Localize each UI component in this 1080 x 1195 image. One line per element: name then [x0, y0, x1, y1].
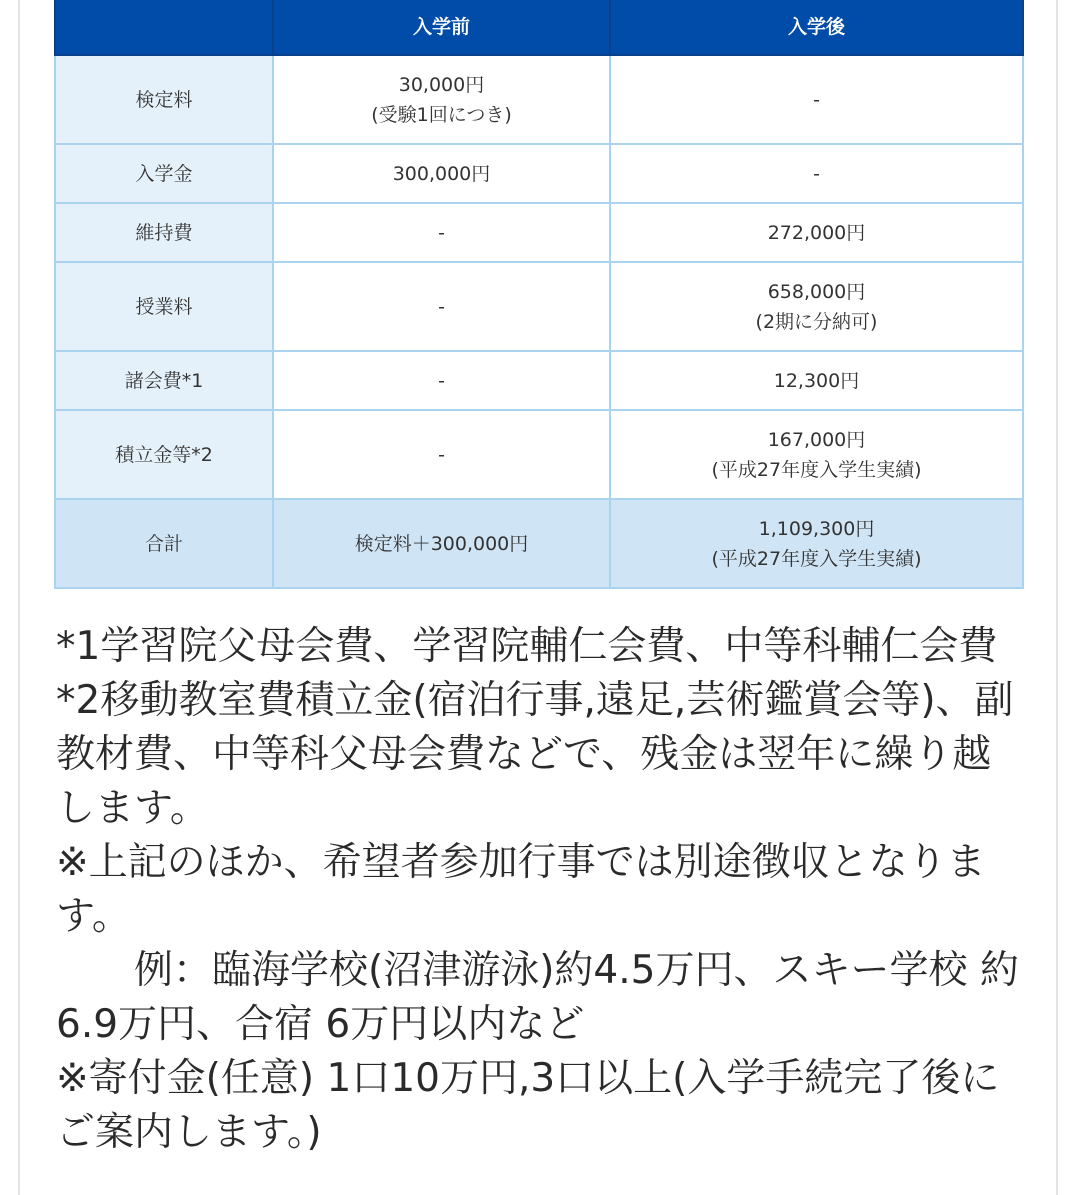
table-row-maintenance-fee	[55, 203, 1023, 262]
fee-notes	[56, 620, 1026, 1160]
table-row-exam-fee	[55, 55, 1023, 144]
value-note: (受験1回につき)	[371, 103, 512, 126]
fee-table-header-row	[55, 0, 1023, 55]
value-line: 検定料＋300,000円	[354, 532, 529, 555]
row-label: 積立金等*2	[55, 410, 273, 499]
note-2: *2移動教室費積立金(宿泊行事,遠足,芸術鑑賞会等)、副教材費、中等科父母会費などで、残金は翌年に繰り越します。	[56, 678, 1014, 831]
row-label: 授業料	[55, 262, 273, 351]
table-row-misc-fees	[55, 351, 1023, 410]
table-row-reserve-fund	[55, 410, 1023, 499]
table-row-total	[55, 499, 1023, 588]
after-value	[610, 203, 1023, 262]
value-line: -	[438, 369, 445, 392]
before-value	[273, 351, 610, 410]
row-label: 維持費	[55, 203, 273, 262]
after-value	[610, 499, 1023, 588]
after-value	[610, 262, 1023, 351]
value-note: (平成27年度入学生実績)	[711, 547, 922, 570]
note-3: ※上記のほか、希望者参加行事では別途徴収となります。	[56, 840, 986, 939]
value-line: 272,000円	[767, 221, 866, 244]
value-line: -	[438, 443, 445, 466]
note-1: *1学習院父母会費、学習院輔仁会費、中等科輔仁会費	[56, 624, 998, 669]
value-note: (2期に分納可)	[755, 310, 878, 333]
table-row-admission-fee	[55, 144, 1023, 203]
value-line: -	[438, 221, 445, 244]
value-line: -	[438, 295, 445, 318]
header-blank	[55, 0, 273, 55]
header-after-enrollment: 入学後	[610, 0, 1023, 55]
before-value	[273, 499, 610, 588]
value-line: 300,000円	[392, 162, 491, 185]
after-value	[610, 410, 1023, 499]
after-value	[610, 55, 1023, 144]
before-value	[273, 203, 610, 262]
value-line: -	[813, 162, 820, 185]
row-label: 入学金	[55, 144, 273, 203]
note-example: 例：臨海学校(沼津游泳)約4.5万円、スキー学校 約6.9万円、合宿 6万円以内など	[56, 948, 1019, 1047]
value-line: -	[813, 88, 820, 111]
row-label: 諸会費*1	[55, 351, 273, 410]
note-donation: ※寄付金(任意) 1口10万円,3口以上(入学手続完了後にご案内します。)	[56, 1056, 1000, 1155]
fee-table	[54, 0, 1024, 589]
value-line: 1,109,300円	[758, 517, 875, 540]
before-value	[273, 55, 610, 144]
value-line: 12,300円	[773, 369, 860, 392]
value-note: (平成27年度入学生実績)	[711, 458, 922, 481]
row-label: 合計	[55, 499, 273, 588]
value-line: 30,000円	[398, 73, 485, 96]
value-line: 658,000円	[767, 280, 866, 303]
before-value	[273, 262, 610, 351]
row-label: 検定料	[55, 55, 273, 144]
after-value	[610, 351, 1023, 410]
header-before-enrollment: 入学前	[273, 0, 610, 55]
before-value	[273, 144, 610, 203]
table-row-tuition	[55, 262, 1023, 351]
value-line: 167,000円	[767, 428, 866, 451]
after-value	[610, 144, 1023, 203]
before-value	[273, 410, 610, 499]
